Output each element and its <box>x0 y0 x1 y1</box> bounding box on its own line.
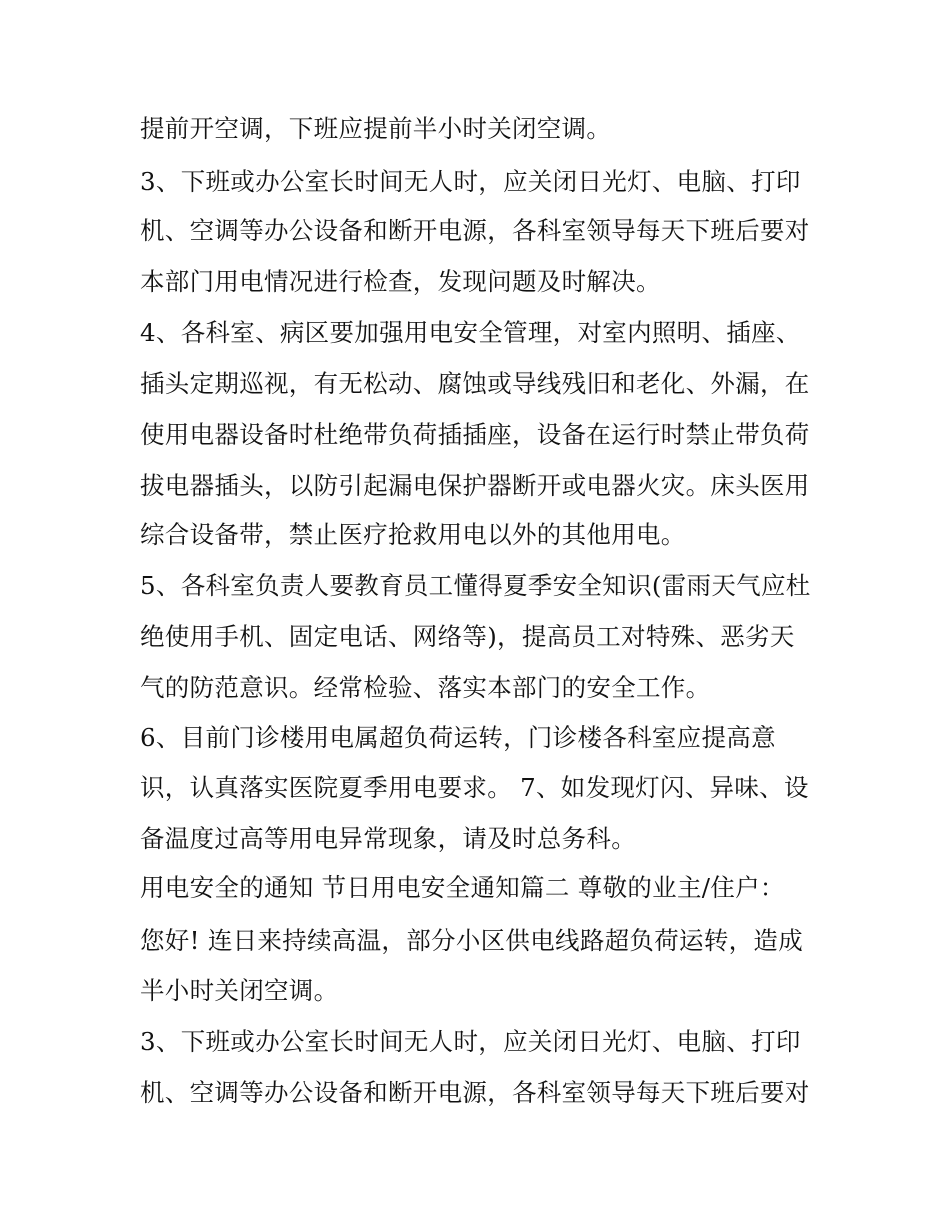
text-line: 综合设备带，禁止医疗抢救用电以外的其他用电。 <box>140 520 686 549</box>
text-line: 识，认真落实医院夏季用电要求。 7、如发现灯闪、异味、设 <box>140 773 809 802</box>
text-line: 气的防范意识。经常检验、落实本部门的安全工作。 <box>140 673 711 702</box>
text-line: 用电安全的通知 节日用电安全通知篇二 尊敬的业主/住户： <box>140 873 785 902</box>
text-line: 3、下班或办公室长时间无人时，应关闭日光灯、电脑、打印 <box>140 167 801 196</box>
text-line: 提前开空调，下班应提前半小时关闭空调。 <box>140 114 612 143</box>
text-line: 4、各科室、病区要加强用电安全管理，对室内照明、插座、 <box>140 318 801 347</box>
text-line: 6、目前门诊楼用电属超负荷运转，门诊楼各科室应提高意 <box>140 723 776 752</box>
text-line: 备温度过高等用电异常现象，请及时总务科。 <box>140 824 636 853</box>
text-line: 机、空调等办公设备和断开电源，各科室领导每天下班后要对 <box>140 1078 810 1107</box>
text-line: 绝使用手机、固定电话、网络等)，提高员工对特殊、恶劣天 <box>140 622 795 651</box>
text-line: 您好! 连日来持续高温，部分小区供电线路超负荷运转，造成 <box>140 926 804 955</box>
text-line: 插头定期巡视，有无松动、腐蚀或导线残旧和老化、外漏，在 <box>140 369 810 398</box>
text-line: 拔电器插头，以防引起漏电保护器断开或电器火灾。床头医用 <box>140 471 810 500</box>
text-line: 本部门用电情况进行检查，发现问题及时解决。 <box>140 267 661 296</box>
text-line: 机、空调等办公设备和断开电源，各科室领导每天下班后要对 <box>140 216 810 245</box>
text-line: 半小时关闭空调。 <box>140 976 339 1005</box>
text-line: 使用电器设备时杜绝带负荷插插座，设备在运行时禁止带负荷 <box>140 420 810 449</box>
text-line: 3、下班或办公室长时间无人时，应关闭日光灯、电脑、打印 <box>140 1027 801 1056</box>
text-line: 5、各科室负责人要教育员工懂得夏季安全知识(雷雨天气应杜 <box>140 571 811 600</box>
